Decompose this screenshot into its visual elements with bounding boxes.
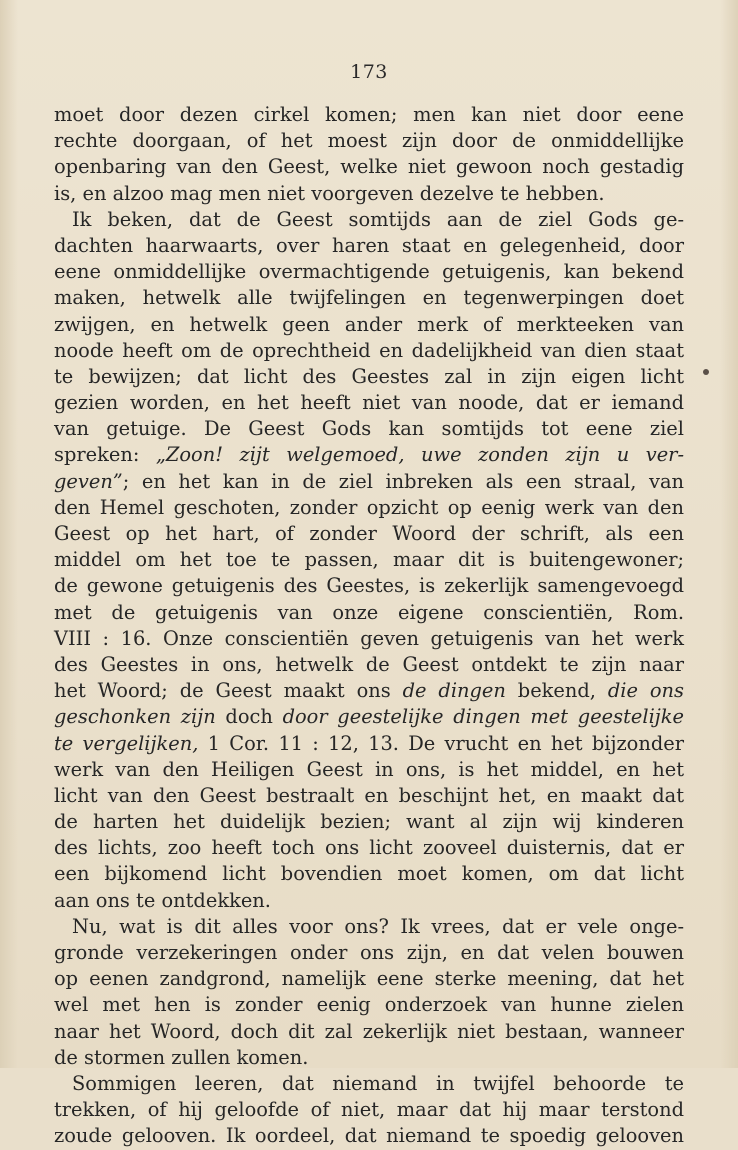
text-line [54, 547, 684, 573]
text-run: bekend, [505, 679, 608, 703]
text-line [54, 128, 684, 154]
text-line [54, 731, 684, 757]
italic-text-run: geven” [54, 469, 123, 493]
text-line [54, 1045, 684, 1071]
text-run: trekken, of hij geloofde of niet, maar dat hij maar terstond [54, 1098, 684, 1122]
text-run: spreken: [54, 443, 156, 467]
text-run: ; en het kan in de ziel inbreken als een straal, van [122, 469, 684, 493]
text-run: maken, hetwelk alle twijfelingen en tegenwerpingen doet [54, 286, 684, 310]
page-edge-left [0, 0, 18, 1068]
text-line [54, 469, 684, 495]
text-run: noode heeft om de oprechtheid en dadelijkheid van dien staat [54, 338, 684, 362]
text-run: dachten haarwaarts, over haren staat en gelegenheid, door [54, 233, 684, 257]
text-run: middel om het toe te passen, maar dit is buitengewoner; [54, 548, 684, 572]
text-line [54, 259, 684, 285]
text-run: Geest op het hart, of zonder Woord der schrift, als een [54, 522, 684, 545]
text-line [54, 940, 684, 966]
text-run: rechte doorgaan, of het moest zijn door de onmiddellijke [54, 129, 684, 153]
text-run: Ik beken, dat de Geest somtijds aan de ziel Gods ge- [72, 207, 684, 231]
text-run: eene onmiddellijke overmachtigende getuigenis, kan bekend [54, 260, 684, 284]
body-text [54, 102, 684, 1150]
text-line [54, 1097, 684, 1123]
text-run: de harten het duidelijk bezien; want al zijn wij kinderen [54, 810, 684, 834]
text-line [54, 364, 684, 390]
text-run: des lichts, zoo heeft toch ons licht zooveel duisternis, dat er [54, 836, 684, 860]
text-run: een bijkomend licht bovendien moet komen, om dat licht [54, 862, 684, 886]
text-line [54, 1019, 684, 1045]
text-run: moet door dezen cirkel komen; men kan niet door eene [54, 103, 684, 126]
text-run: de stormen zullen komen. [54, 1045, 309, 1069]
page-edge-right [720, 0, 738, 1068]
text-line [54, 704, 684, 730]
text-line [54, 600, 684, 626]
italic-text-run: de dingen [402, 679, 506, 703]
text-line [54, 285, 684, 311]
text-line [54, 233, 684, 259]
text-run: doch [215, 705, 283, 729]
italic-text-run: te vergelijken, [54, 731, 199, 755]
text-run: 1 Cor. 11 : 12, 13. De vrucht en het bijzonder [198, 731, 684, 755]
text-run: gezien worden, en het heeft niet van noode, dat er iemand [54, 391, 684, 415]
text-line [54, 809, 684, 835]
text-line [54, 835, 684, 861]
text-line [54, 416, 684, 442]
text-run: op eenen zandgrond, namelijk eene sterke meening, dat het [54, 967, 684, 991]
italic-text-run: door geestelijke dingen met geestelijke [282, 705, 685, 729]
text-run: VIII : 16. Onze conscientiën geven getuigenis van het werk [54, 626, 684, 650]
text-line [54, 783, 684, 809]
text-line [54, 207, 684, 233]
text-line [54, 992, 684, 1018]
text-line [54, 181, 684, 207]
text-line [54, 521, 684, 547]
text-run: openbaring van den Geest, welke niet gewoon noch gestadig [54, 155, 684, 179]
text-line [54, 914, 684, 940]
text-line [54, 861, 684, 887]
text-run: met de getuigenis van onze eigene conscientiën, Rom. [54, 600, 684, 624]
text-run: is, en alzoo mag men niet voorgeven dezelve te hebben. [54, 181, 605, 205]
text-run: Nu, wat is dit alles voor ons? Ik vrees, dat er vele onge- [72, 914, 684, 938]
paper-speck [703, 369, 709, 375]
text-run: zoude gelooven. Ik oordeel, dat niemand te spoedig gelooven [54, 1124, 684, 1148]
text-run: aan ons te ontdekken. [54, 888, 271, 912]
text-run: Sommigen leeren, dat niemand in twijfel behoorde te [72, 1071, 684, 1095]
text-line [54, 678, 684, 704]
text-line [54, 154, 684, 180]
text-run: des Geestes in ons, hetwelk de Geest ontdekt te zijn naar [54, 652, 684, 676]
text-line [54, 102, 684, 128]
text-line [54, 312, 684, 338]
text-run: de gewone getuigenis des Geestes, is zekerlijk samengevoegd [54, 574, 684, 598]
text-line [54, 390, 684, 416]
text-run: het Woord; de Geest maakt ons [54, 679, 403, 703]
text-run: zwijgen, en hetwelk geen ander merk of merkteeken van [54, 312, 684, 336]
italic-text-run: „Zoon! zijt welgemoed, uwe zonden zijn u ver- [155, 443, 684, 467]
text-line [54, 652, 684, 678]
text-run: te bewijzen; dat licht des Geestes zal in zijn eigen licht [54, 364, 684, 388]
italic-text-run: geschonken zijn [54, 705, 216, 729]
text-line [54, 442, 684, 468]
text-line [54, 626, 684, 652]
text-line [54, 1123, 684, 1149]
text-line [54, 573, 684, 599]
text-run: licht van den Geest bestraalt en beschijnt het, en maakt dat [54, 783, 684, 807]
text-run: den Hemel geschoten, zonder opzicht op eenig werk van den [54, 495, 684, 519]
page-number: 173 [350, 61, 388, 83]
text-line [54, 888, 684, 914]
text-run: wel met hen is zonder eenig onderzoek van hunne zielen [54, 993, 684, 1017]
text-run: naar het Woord, doch dit zal zekerlijk niet bestaan, wanneer [54, 1019, 684, 1043]
text-line [54, 966, 684, 992]
text-run: werk van den Heiligen Geest in ons, is het middel, en het [54, 757, 684, 781]
text-line [54, 495, 684, 521]
italic-text-run: die ons [607, 679, 684, 703]
text-run: van getuige. De Geest Gods kan somtijds tot eene ziel [54, 417, 684, 441]
text-run: gronde verzekeringen onder ons zijn, en dat velen bouwen [54, 941, 684, 964]
text-line [54, 757, 684, 783]
text-line [54, 1071, 684, 1097]
text-line [54, 338, 684, 364]
